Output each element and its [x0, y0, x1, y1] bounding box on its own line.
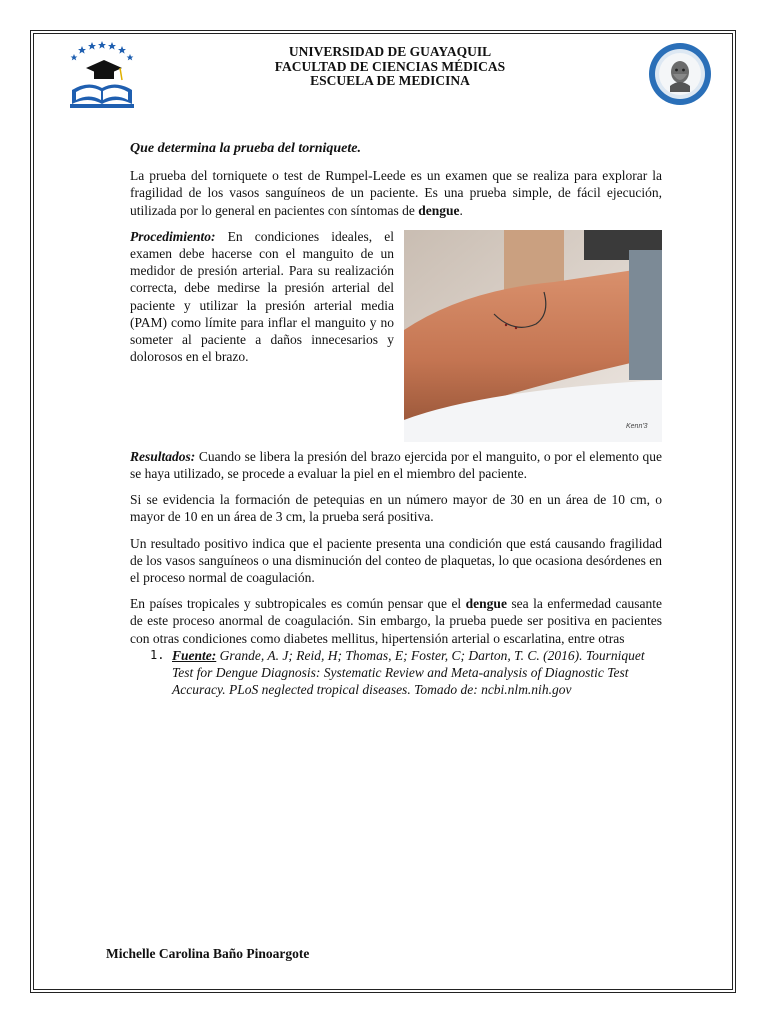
institution-header [230, 45, 550, 89]
photo-watermark: Kenn'3 [626, 422, 648, 430]
results-paragraph [130, 448, 662, 482]
page-title: Que determina la prueba del torniquete. [130, 141, 361, 156]
intro-paragraph [130, 167, 662, 219]
procedure-text: En condiciones ideales, el examen debe hacerse con el manguito de un medidor de presión arterial. Para su realización correcta, debe medirse la presión arterial del paciente y utilizar la presión arterial media (PAM) como límite para inflar el manguito y no someter al paciente a daños innecesarios y dolorosos en el brazo. [130, 228, 394, 365]
tropical-text-start: En países tropicales y subtropicales es común pensar que el [130, 596, 466, 612]
university-crest-icon [64, 38, 140, 112]
intro-text-start: La prueba del torniquete o test de Rumpel-Leede es un examen que se realiza para explorar la fragilidad de los vasos sanguíneos de un paciente. Es una prueba simple, de fácil ejecución, utilizada por lo general en pacientes con síntomas de [130, 168, 662, 218]
results-label: Resultados: [130, 448, 196, 464]
main-content [130, 140, 662, 656]
intro-bold-dengue: dengue [418, 202, 460, 218]
tropical-paragraph [130, 595, 662, 647]
procedure-label: Procedimiento: [130, 228, 216, 244]
reference-text [172, 647, 650, 698]
author-name: Michelle Carolina Baño Pinoargote [106, 946, 310, 961]
results-text: Cuando se libera la presión del brazo ejercida por el manguito, o por el elemento que se haya utilizado, se procede a evaluar la piel en el miembro del paciente. [130, 448, 662, 482]
reference-number: 1. [150, 648, 165, 662]
intro-text-end: . [459, 202, 463, 218]
petechiae-paragraph: Si se evidencia la formación de petequias en un número mayor de 30 en un área de 10 cm, o mayor de 10 en un área de 3 cm, la prueba será positiva. [130, 492, 662, 525]
positive-result-paragraph: Un resultado positivo indica que el paciente presenta una condición que está causando fragilidad de los vasos sanguíneos o una disminución del conteo de plaquetas, lo que ocasiona desórdenes en el proceso normal de coagulación. [130, 535, 662, 586]
reference-item [150, 647, 650, 698]
tropical-bold-dengue: dengue [465, 596, 507, 612]
faculty-seal-icon [648, 42, 712, 106]
tropical-text-end: sea la enfermedad causante de este proceso anormal de coagulación. Sin embargo, la prueba puede ser positiva en pacientes con otras condiciones como diabetes mellitus, hipertensión arterial o escarlatina, entre otras [130, 596, 663, 646]
arm-tourniquet-test-photo [404, 230, 662, 442]
reference-label: Fuente: [172, 648, 217, 663]
header-faculty: FACULTAD DE CIENCIAS MÉDICAS [274, 58, 506, 74]
header-school: ESCUELA DE MEDICINA [310, 73, 470, 88]
header-university: UNIVERSIDAD DE GUAYAQUIL [288, 44, 492, 59]
reference-citation: Grande, A. J; Reid, H; Thomas, E; Foster, C; Darton, T. C. (2016). Tourniquet Test for Dengue Diagnosis: Systematic Review and Meta-analysis of Diagnostic Test Accuracy. PLoS neglected tropical diseases. Tomado de: ncbi.nlm.nih.gov [172, 648, 645, 697]
